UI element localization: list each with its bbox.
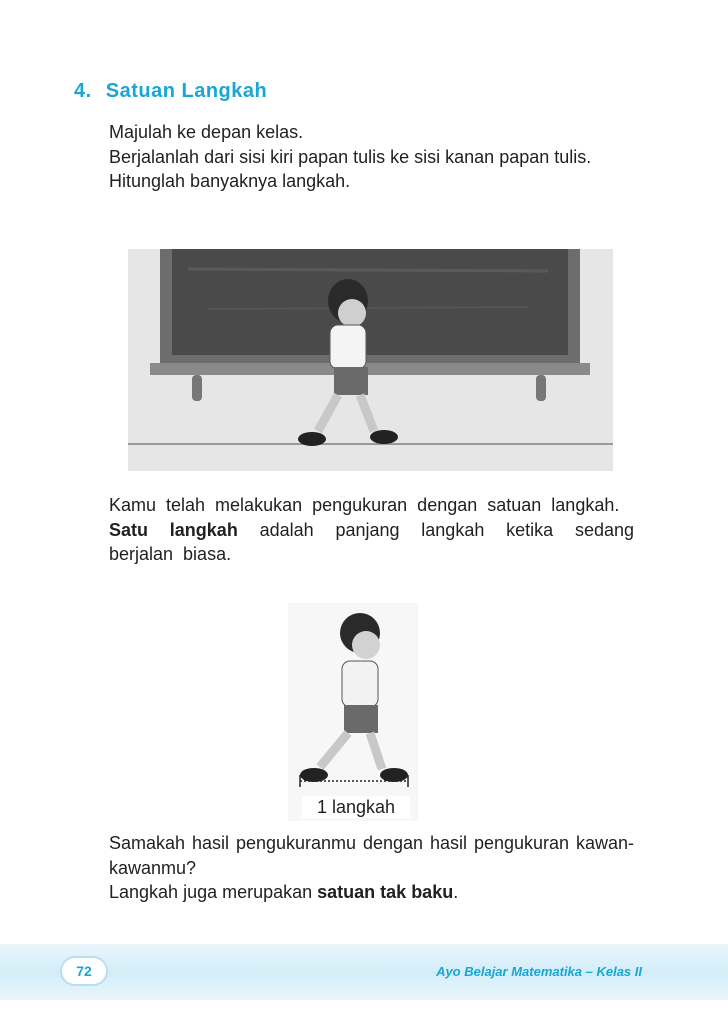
closing-end: . (453, 882, 459, 902)
one-step-illustration (288, 603, 418, 821)
step-label: 1 langkah (302, 796, 410, 818)
bold-term-satu-langkah: Satu langkah (109, 519, 238, 540)
book-title: Ayo Belajar Matematika – Kelas II (436, 964, 642, 979)
section-number: 4. (74, 80, 92, 102)
closing-start: Langkah juga merupakan (109, 882, 318, 902)
instructions (109, 120, 639, 194)
explanation-rest: adalah panjang langkah ketika sedang berjalan biasa. (109, 519, 634, 564)
instruction-line: Berjalanlah dari sisi kiri papan tulis ke sisi kanan papan tulis. (109, 146, 592, 167)
instruction-line: Majulah ke depan kelas. (109, 122, 304, 142)
page-footer (0, 944, 728, 1000)
explanation (109, 493, 634, 567)
section-heading (74, 80, 267, 103)
explanation-sentence-1: Kamu telah melakukan pengukuran dengan satuan langkah. (109, 495, 620, 515)
instruction-line: Hitunglah banyaknya langkah. (109, 171, 351, 191)
closing-sentence-1: Samakah hasil pengukuranmu dengan hasil pengukuran kawan-kawanmu? (109, 833, 634, 878)
bold-term-satuan-tak-baku: satuan tak baku (317, 882, 454, 902)
closing-sentence-2 (109, 880, 634, 905)
section-title: Satuan Langkah (105, 80, 268, 102)
explanation-sentence-2 (109, 518, 634, 567)
classroom-walking-illustration (128, 249, 613, 471)
page-number: 72 (60, 956, 108, 986)
closing (109, 831, 634, 905)
